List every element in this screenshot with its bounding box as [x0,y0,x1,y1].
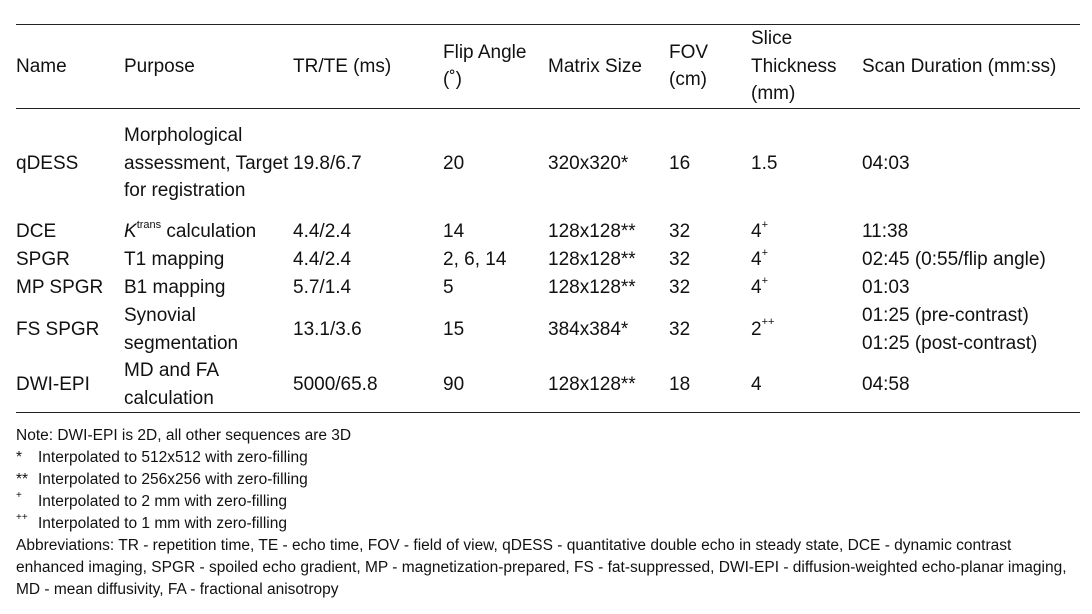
cell-purpose: MD and FA calculation [124,357,293,413]
footnote-mark: ** [16,471,29,488]
footnote-mark [16,491,38,513]
slice-footnote-mark: + [761,246,769,259]
cell-scan-duration: 02:45 (0:55/flip angle) [862,249,1046,271]
cell-purpose [124,218,293,246]
cell-fov: 32 [669,318,691,340]
cell-scan-duration: 01:03 [862,277,910,299]
header-slice-line2: Thickness [751,55,837,77]
document [16,0,1080,601]
table-row [16,246,1080,274]
cell-purpose: Morphological assessment, Target for registration [124,125,289,201]
header-flip-angle-line2: (˚) [443,69,462,91]
table-notes [16,425,1080,601]
k-symbol: K [124,221,137,243]
cell-slice-thickness [751,302,862,357]
slice-value: 4 [751,249,762,271]
header-purpose: Purpose [124,25,293,109]
cell-name: qDESS [16,152,79,174]
cell-name: MP SPGR [16,277,104,299]
slice-footnote-mark: + [761,274,769,287]
slice-footnote-mark: ++ [761,316,775,329]
cell-fov: 32 [669,249,691,271]
header-fov-line2: (cm) [669,69,707,91]
cell-scan-duration [862,302,1080,357]
cell-name: DWI-EPI [16,357,124,413]
header-fov [669,25,751,109]
cell-matrix-size: 384x384* [548,318,629,340]
k-superscript: trans [136,218,162,231]
cell-fov: 18 [669,357,751,413]
cell-name: DCE [16,221,57,243]
footnote-mark: * [16,449,23,466]
slice-value: 4 [751,277,762,299]
cell-tr-te: 13.1/3.6 [293,318,362,340]
header-tr-te: TR/TE (ms) [293,25,443,109]
cell-flip-angle: 2, 6, 14 [443,249,507,271]
cell-fov: 16 [669,152,691,174]
header-flip-angle-line1: Flip Angle [443,41,527,63]
footnote-mark-sup: + [16,489,22,501]
note-dimension: Note: DWI-EPI is 2D, all other sequences are 3D [16,427,352,444]
header-flip-angle [443,25,548,109]
header-fov-line1: FOV [669,41,709,63]
header-scan-duration: Scan Duration (mm:ss) [862,25,1080,109]
scan-duration-post: 01:25 (post-contrast) [862,332,1038,354]
header-slice-line3: (mm) [751,83,796,104]
cell-purpose: Synovial segmentation [124,305,239,354]
cell-flip-angle: 15 [443,318,465,340]
cell-tr-te: 5000/65.8 [293,357,443,413]
cell-flip-angle: 20 [443,152,465,174]
slice-footnote-mark: + [761,218,769,231]
table-row [16,357,1080,413]
cell-flip-angle: 90 [443,357,548,413]
cell-tr-te: 19.8/6.7 [293,152,362,174]
header-slice-thickness [751,25,862,109]
cell-fov: 32 [669,277,691,299]
cell-slice-thickness [751,246,862,274]
cell-matrix-size: 128x128** [548,357,669,413]
cell-slice-thickness [751,274,862,302]
footnote-single-plus [16,491,1080,513]
cell-slice-thickness: 4 [751,357,862,413]
cell-flip-angle: 14 [443,221,465,243]
scan-duration-pre: 01:25 (pre-contrast) [862,305,1029,326]
footnote-double-plus [16,513,1080,535]
cell-fov: 32 [669,221,691,243]
footnote-double-star [16,469,1080,491]
cell-matrix-size: 320x320* [548,152,629,174]
header-matrix-size: Matrix Size [548,25,669,109]
table-row [16,218,1080,246]
table-header-row [16,25,1080,109]
cell-tr-te: 4.4/2.4 [293,221,352,243]
cell-matrix-size: 128x128** [548,277,636,299]
cell-purpose: T1 mapping [124,249,225,271]
cell-tr-te: 4.4/2.4 [293,249,352,271]
slice-value: 2 [751,318,762,340]
table-row [16,302,1080,357]
cell-name: FS SPGR [16,318,100,340]
cell-tr-te: 5.7/1.4 [293,277,352,299]
table-row [16,108,1080,218]
footnote-text: Interpolated to 1 mm with zero-filling [38,515,287,532]
header-slice-line1: Slice [751,28,793,49]
sequence-table [16,24,1080,413]
footnote-single-star [16,447,1080,469]
footnote-mark-sup: ++ [16,511,28,523]
header-name: Name [16,25,124,109]
cell-name: SPGR [16,249,70,271]
cell-slice-thickness: 1.5 [751,152,778,174]
cell-matrix-size: 128x128** [548,249,636,271]
cell-purpose-text: calculation [161,221,257,243]
cell-purpose: B1 mapping [124,277,226,299]
cell-scan-duration: 04:03 [862,152,910,174]
cell-matrix-size: 128x128** [548,221,636,243]
slice-value: 4 [751,221,762,243]
abbreviations-note: Abbreviations: TR - repetition time, TE - echo time, FOV - field of view, qDESS - quantitative double echo in steady state, DCE - dynamic contrast enhanced imaging, SPGR - spoiled echo gradient, MP - magnetization-prepared, FS - fat-suppressed, DWI-EPI - diffusion-weighted echo-planar imaging, MD - mean diffusivity, FA - fractional anisotropy [16,537,1067,598]
cell-flip-angle: 5 [443,277,454,299]
footnote-text: Interpolated to 256x256 with zero-filling [38,471,308,488]
cell-scan-duration: 04:58 [862,357,1080,413]
cell-slice-thickness [751,218,862,246]
footnote-mark [16,513,38,535]
cell-scan-duration: 11:38 [862,221,909,243]
table-row [16,274,1080,302]
footnote-text: Interpolated to 512x512 with zero-filling [38,449,308,466]
footnote-text: Interpolated to 2 mm with zero-filling [38,493,287,510]
